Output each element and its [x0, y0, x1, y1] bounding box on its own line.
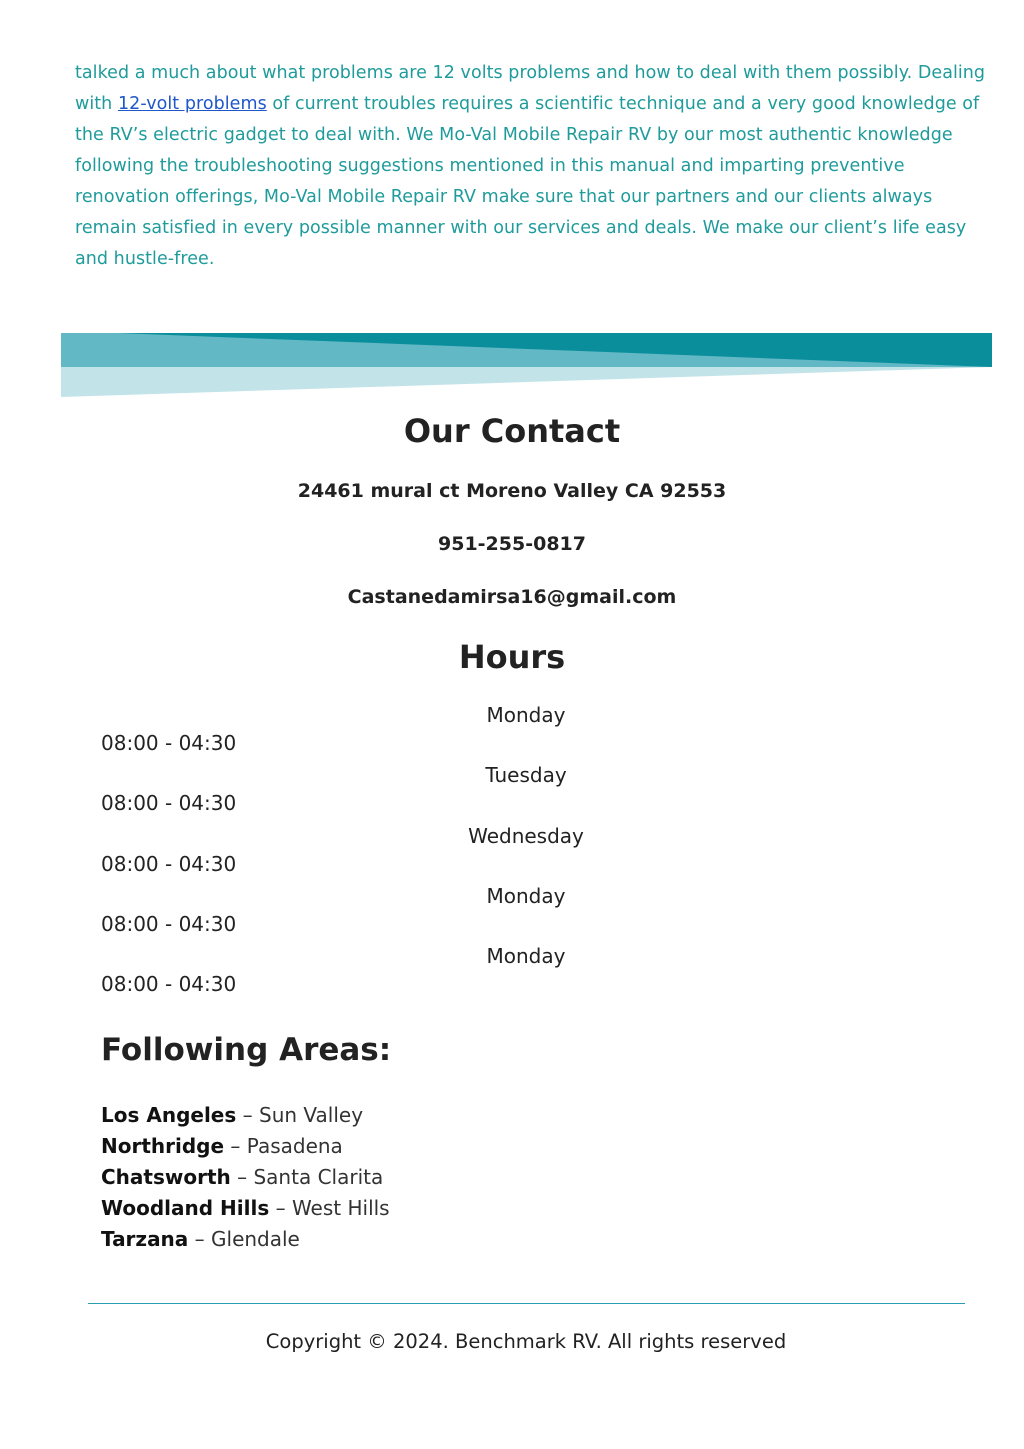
hours-time: 08:00 - 04:30: [101, 972, 237, 997]
area-primary: Chatsworth: [101, 1165, 231, 1189]
twelve-volt-problems-link[interactable]: 12-volt problems: [117, 94, 267, 114]
area-primary: Tarzana: [101, 1227, 189, 1251]
area-primary: Woodland Hills: [101, 1196, 270, 1220]
areas-list: [101, 1100, 390, 1255]
hours-day: Tuesday: [485, 763, 567, 788]
hours-day: Wednesday: [468, 823, 584, 848]
area-primary: Los Angeles: [101, 1103, 237, 1127]
area-item: [101, 1100, 390, 1131]
hours-heading: Hours: [458, 638, 566, 676]
area-item: [101, 1131, 390, 1162]
intro-text: [75, 58, 990, 275]
footer-divider: [88, 1303, 965, 1304]
area-item: [101, 1193, 390, 1224]
area-item: [101, 1162, 390, 1193]
areas-heading: Following Areas:: [101, 1032, 392, 1068]
hours-time: 08:00 - 04:30: [101, 731, 237, 755]
hours-day: Monday: [486, 944, 566, 969]
area-secondary: – West Hills: [269, 1196, 390, 1220]
contact-phone: 951-255-0817: [438, 533, 586, 555]
area-secondary: – Santa Clarita: [230, 1165, 384, 1189]
area-primary: Northridge: [101, 1134, 225, 1158]
contact-heading: Our Contact: [403, 412, 621, 450]
hours-time: 08:00 - 04:30: [101, 791, 237, 816]
area-secondary: – Sun Valley: [236, 1103, 364, 1127]
hours-row: [0, 944, 1024, 1004]
area-secondary: – Glendale: [188, 1227, 300, 1251]
hours-list: [0, 703, 1024, 1004]
hours-day: Monday: [486, 703, 566, 727]
decorative-banner: [61, 333, 992, 397]
hours-time: 08:00 - 04:30: [101, 911, 237, 936]
intro-paragraph: [75, 58, 990, 275]
contact-address: 24461 mural ct Moreno Valley CA 92553: [297, 480, 727, 502]
banner-light-wedge: [61, 367, 992, 397]
intro-text-before-link: talked a much about what problems are 12 volts problems and how to deal with them possibly. Dealing with: [75, 63, 986, 114]
copyright-text: Copyright © 2024. Benchmark RV. All rights reserved: [265, 1330, 787, 1353]
area-secondary: – Pasadena: [224, 1134, 343, 1158]
hours-row: [0, 703, 1024, 763]
contact-email: Castanedamirsa16@gmail.com: [347, 586, 677, 608]
hours-time: 08:00 - 04:30: [101, 851, 237, 876]
hours-day: Monday: [486, 883, 566, 908]
hours-row: [0, 824, 1024, 884]
hours-row: [0, 884, 1024, 944]
area-item: [101, 1224, 390, 1255]
hours-row: [0, 763, 1024, 823]
intro-text-after-link: of current troubles requires a scientific technique and a very good knowledge of the RV’s electric gadget to deal with. We Mo-Val Mobile Repair RV by our most authentic knowledge following the troubleshooting suggestions mentioned in this manual and imparting preventive renovation offerings, Mo-Val Mobile Repair RV make sure that our partners and our clients always remain satisfied in every possible manner with our services and deals. We make our client’s life easy and hustle-free.: [75, 94, 980, 269]
